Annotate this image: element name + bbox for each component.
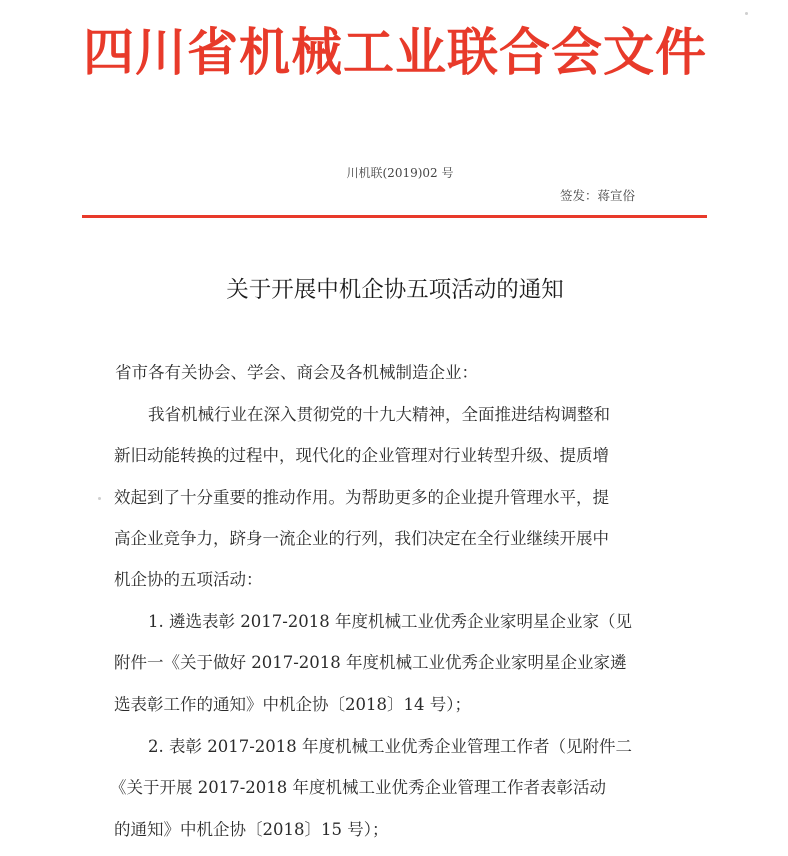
issuer-header: 四川省机械工业联合会文件 <box>82 24 707 83</box>
scan-speck <box>98 497 101 500</box>
red-divider-rule <box>82 215 707 218</box>
body-line: 机企协的五项活动： <box>114 570 263 589</box>
list-item-line: 2. 表彰 2017-2018 年度机械工业优秀企业管理工作者（见附件二 <box>148 737 633 756</box>
salutation-line: 省市各有关协会、学会、商会及各机械制造企业： <box>115 363 478 382</box>
body-line: 高企业竞争力，跻身一流企业的行列，我们决定在全行业继续开展中 <box>114 529 609 548</box>
body-line: 效起到了十分重要的推动作用。为帮助更多的企业提升管理水平，提 <box>114 488 609 507</box>
document-number: 川机联(2019)02 号 <box>346 166 454 180</box>
list-item-line: 《关于开展 2017-2018 年度机械工业优秀企业管理工作者表彰活动 <box>110 778 607 797</box>
list-item-line: 选表彰工作的通知》中机企协〔2018〕14 号）； <box>114 695 471 714</box>
scan-speck <box>745 12 748 15</box>
list-item-line: 1. 遴选表彰 2017-2018 年度机械工业优秀企业家明星企业家（见 <box>148 612 633 631</box>
body-line: 新旧动能转换的过程中，现代化的企业管理对行业转型升级、提质增 <box>114 446 609 465</box>
body-line: 我省机械行业在深入贯彻党的十九大精神，全面推进结构调整和 <box>148 405 610 424</box>
signer-line: 签发：蒋宣俗 <box>560 188 636 203</box>
document-title: 关于开展中机企协五项活动的通知 <box>226 277 564 303</box>
list-item-line: 附件一《关于做好 2017-2018 年度机械工业优秀企业家明星企业家遴 <box>114 653 627 672</box>
list-item-line: 的通知》中机企协〔2018〕15 号）； <box>114 820 389 839</box>
